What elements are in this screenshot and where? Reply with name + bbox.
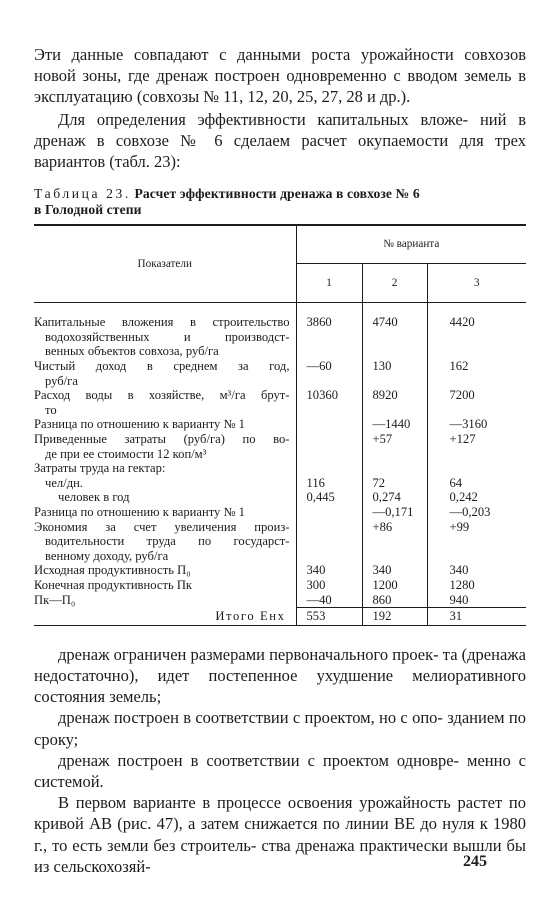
variant-2-value: 8920 (362, 388, 427, 417)
text-line: зданием по сроку; (34, 708, 526, 749)
variant-2-value: 4740 (362, 303, 427, 359)
text-line: ний в дренаж в совхозе № 6 сделаем расчет окупаемости (34, 109, 527, 150)
text-line: с вводом земель в эксплуатацию (совхозы № 11, 12, 20, (34, 66, 527, 107)
total-value-2: 192 (362, 608, 427, 626)
table-row (34, 359, 526, 388)
variant-1-value: 300 (296, 578, 362, 593)
table-row (34, 461, 526, 476)
text-line: Для определения эффективности капитальных вложе- (58, 109, 469, 129)
variant-2-value: 72 (362, 476, 427, 491)
book-page (34, 44, 526, 877)
table-title-line-1: Расчет эффективности дренажа в совхозе № 6 (134, 186, 420, 202)
variant-1-value: 3860 (296, 303, 362, 359)
total-value-1: 553 (296, 608, 362, 626)
row-label (34, 303, 296, 359)
variant-3-value: 162 (427, 359, 526, 388)
row-label-line: де при ее стоимости 12 коп/м³ (45, 446, 207, 461)
row-label-line: Расход воды в хозяйстве, м³/га брут- (34, 388, 290, 403)
variant-1-value (296, 417, 362, 432)
text-line: дренаж построен в соответствии с проектом одновре- (58, 750, 460, 770)
text-line: менно с системой. (34, 750, 527, 791)
row-label-line: Разница по отношению к варианту № 1 (34, 417, 245, 432)
text-line: дренаж ограничен размерами первоначального проек- (58, 644, 439, 664)
variant-3-header: 3 (427, 263, 526, 303)
variant-2-value: 0,274 (362, 490, 427, 505)
row-label (34, 520, 296, 564)
text-line: дренаж построен в соответствии с проектом, но с опо- (58, 708, 443, 728)
table-row (34, 476, 526, 491)
row-label-line: Приведенные затраты (руб/га) по во- (34, 431, 290, 446)
table-row (34, 303, 526, 359)
variant-2-value (362, 461, 427, 476)
variant-2-header: 2 (362, 263, 427, 303)
row-label-line: то (45, 402, 57, 417)
table-row (34, 578, 526, 593)
total-value-3: 31 (427, 608, 526, 626)
row-label (34, 461, 296, 476)
table-caption (34, 186, 526, 218)
intro-paragraph-2 (34, 109, 526, 173)
row-label-line: человек в год (58, 490, 130, 505)
variant-2-value: 1200 (362, 578, 427, 593)
variant-3-value: 940 (427, 593, 526, 608)
total-label: Итого Eнх (215, 608, 286, 623)
variant-3-value: 0,242 (427, 490, 526, 505)
text-line: та (дренажа недостаточно), идет постепенное ухудшение (34, 644, 526, 685)
row-label-line: водительности труда по государст- (45, 534, 290, 549)
text-line: мелиоративного состояния земель; (34, 665, 526, 707)
row-label-line: Затраты труда на гектар: (34, 461, 166, 476)
variant-3-value: —0,203 (427, 505, 526, 520)
variant-2-value: 860 (362, 593, 427, 608)
text-line: 25, 27, 28 и др.). (296, 87, 411, 107)
variant-2-value: 340 (362, 563, 427, 578)
row-label (34, 490, 296, 505)
after-paragraph-1 (34, 644, 526, 708)
variant-1-value (296, 461, 362, 476)
indicators-header: Показатели (34, 225, 296, 303)
variant-3-value: 340 (427, 563, 526, 578)
table-row (34, 593, 526, 608)
row-label-line: венных объектов совхоза, руб/га (45, 344, 219, 359)
row-label-line: Разница по отношению к варианту № 1 (34, 504, 245, 519)
variant-1-value (296, 432, 362, 461)
variant-1-value: —60 (296, 359, 362, 388)
total-row (34, 608, 526, 626)
variant-3-value: 4420 (427, 303, 526, 359)
text-line: для трех вариантов (табл. 23): (34, 130, 526, 172)
variant-1-value: 10360 (296, 388, 362, 417)
variant-3-value (427, 461, 526, 476)
variant-1-value (296, 505, 362, 520)
variant-2-value: —1440 (362, 417, 427, 432)
variant-1-value: —40 (296, 593, 362, 608)
variant-3-value: +127 (427, 432, 526, 461)
variant-1-value: 340 (296, 563, 362, 578)
variant-3-value: 1280 (427, 578, 526, 593)
row-label (34, 505, 296, 520)
after-paragraph-3 (34, 750, 526, 792)
row-label-line: Капитальные вложения в строительство (34, 315, 290, 330)
intro-paragraph-1 (34, 44, 526, 108)
variant-1-header: 1 (296, 263, 362, 303)
row-label (34, 476, 296, 491)
table-title-line-2: в Голодной степи (34, 202, 142, 218)
variant-2-value: +86 (362, 520, 427, 564)
row-label (34, 593, 296, 608)
table-row (34, 388, 526, 417)
row-label (34, 563, 296, 578)
variant-3-value: +99 (427, 520, 526, 564)
page-number: 245 (463, 853, 487, 870)
table-body (34, 303, 526, 608)
variant-3-value: —3160 (427, 417, 526, 432)
text-line: растет по кривой AB (рис. 47), а затем снижается по (34, 793, 527, 834)
text-line: ства дренажа практически вышли бы из сельскохозяй- (34, 835, 526, 876)
row-label-line: чел/дн. (45, 475, 84, 490)
text-line: В первом варианте в процессе освоения урожайность (58, 793, 451, 813)
text-line: линии BE до нуля к 1980 г., то есть земли без строитель- (34, 814, 526, 855)
row-label (34, 432, 296, 461)
table-row (34, 505, 526, 520)
variant-1-value: 0,445 (296, 490, 362, 505)
row-label-line: Пк—П₀ (34, 592, 76, 607)
row-label-line: руб/га (45, 373, 78, 388)
row-label-line: Конечная продуктивность Пк (34, 577, 193, 592)
row-label (34, 578, 296, 593)
row-label (34, 417, 296, 432)
table-row (34, 417, 526, 432)
variant-1-value: 116 (296, 476, 362, 491)
row-label (34, 388, 296, 417)
text-line: совхозов новой зоны, где дренаж построен одновременно (34, 45, 526, 86)
efficiency-table (34, 224, 526, 625)
table-row (34, 520, 526, 564)
variant-2-value: 130 (362, 359, 427, 388)
row-label-line: венному доходу, руб/га (45, 548, 169, 563)
row-label (34, 359, 296, 388)
row-label-line: Исходная продуктивность П₀ (34, 563, 191, 578)
after-paragraph-2 (34, 707, 526, 749)
variant-header: № варианта (296, 225, 526, 263)
variant-2-value: —0,171 (362, 505, 427, 520)
table-row (34, 490, 526, 505)
row-label-line: водохозяйственных и производст- (45, 329, 290, 344)
variant-2-value: +57 (362, 432, 427, 461)
table-row (34, 432, 526, 461)
table-row (34, 563, 526, 578)
row-label-line: Чистый доход в среднем за год, (34, 359, 290, 373)
text-line: Эти данные совпадают с данными роста урожайности (34, 45, 454, 64)
variant-3-value: 64 (427, 476, 526, 491)
variant-3-value: 7200 (427, 388, 526, 417)
after-paragraph-4 (34, 792, 526, 877)
row-label-line: Экономия за счет увеличения произ- (34, 519, 290, 534)
variant-1-value (296, 520, 362, 564)
table-number: Таблица 23. (34, 186, 131, 202)
